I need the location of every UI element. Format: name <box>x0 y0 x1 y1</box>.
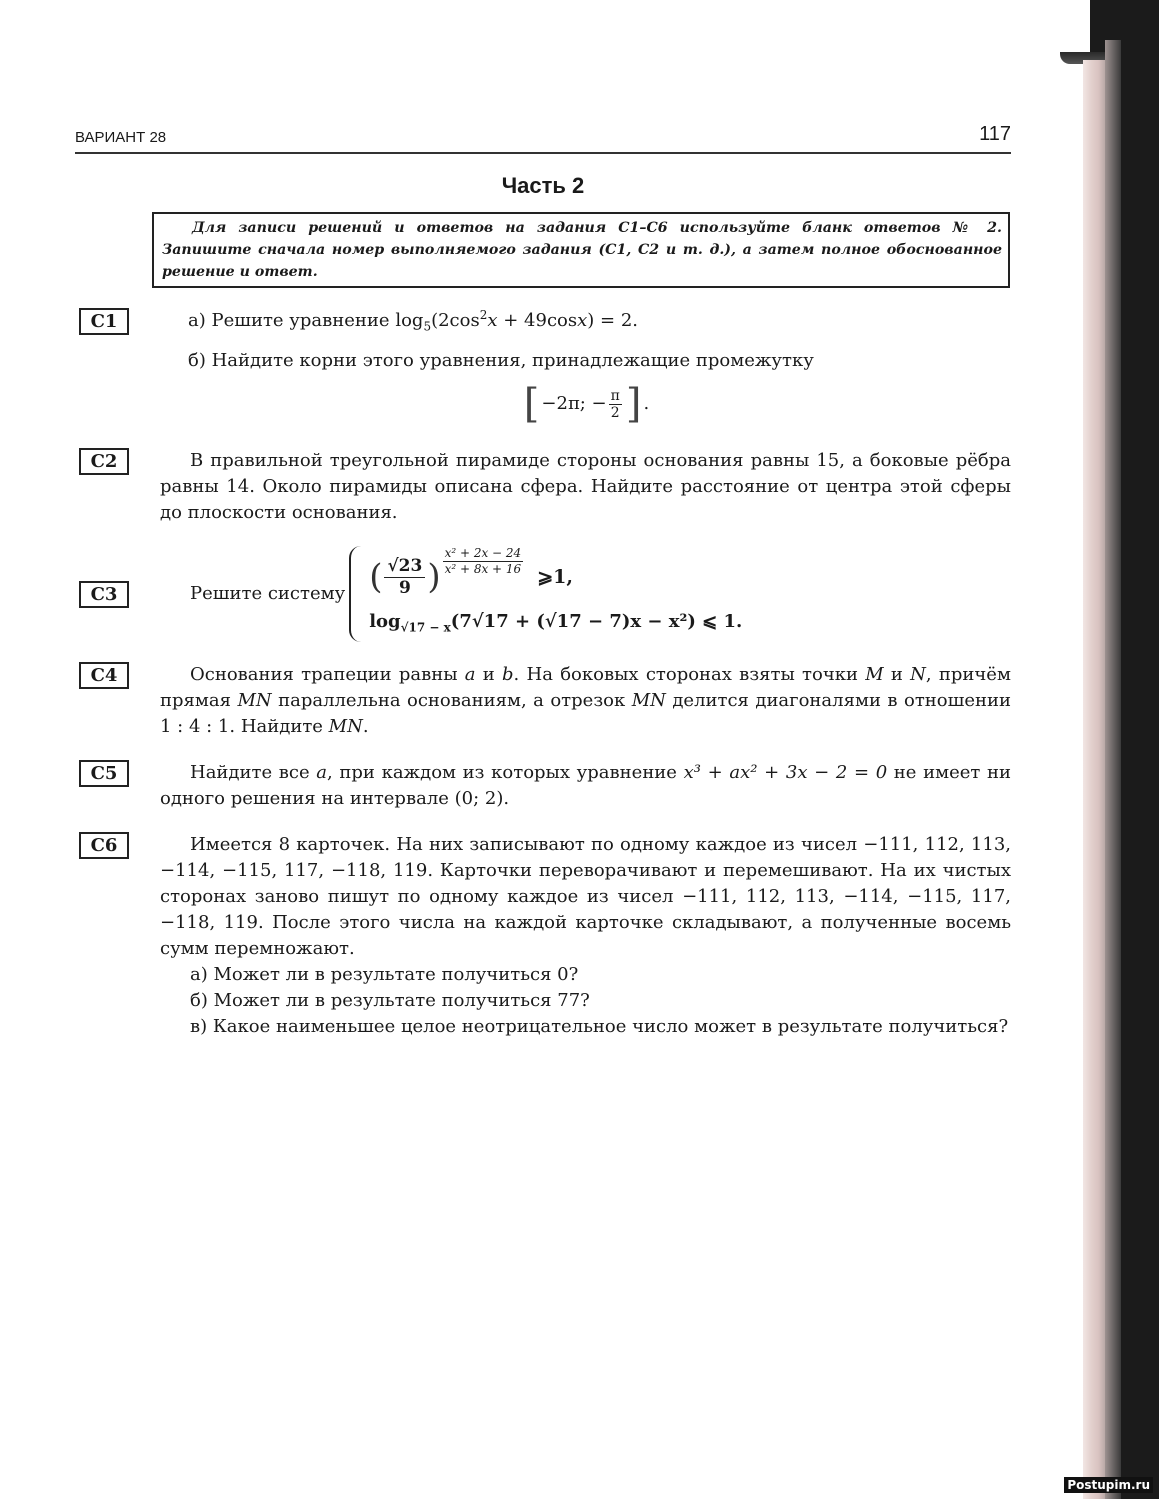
c4-a: a <box>464 664 476 685</box>
c4-and-2: и <box>883 664 911 685</box>
c4-N: N <box>910 664 926 685</box>
exp-num: x² + 2x − 24 <box>444 546 522 560</box>
c6-q-c <box>160 1014 1011 1040</box>
c6-question-a: а) Может ли в результате получиться 0? <box>190 964 579 985</box>
book-page-edge <box>1083 60 1105 1499</box>
page-header <box>75 122 1011 154</box>
c1-interval <box>160 380 1011 428</box>
c3-base-fraction <box>384 556 425 599</box>
c1-exp: 2 <box>479 308 488 322</box>
page-number: 117 <box>979 123 1011 145</box>
c1-var: x <box>487 310 498 331</box>
c3-log-arg: (7√17 + (√17 − 7)x − x²) ⩽ 1. <box>450 611 743 632</box>
c4-t2: . На боковых сторонах взяты точки <box>513 664 866 685</box>
task-c2 <box>75 448 1011 526</box>
task-c5 <box>75 760 1011 812</box>
pi-over-2 <box>609 388 622 421</box>
c3-system <box>349 546 742 642</box>
c3-exponent-fraction <box>443 546 524 577</box>
exp-den: x² + 8x + 16 <box>444 562 522 576</box>
task-label-c4: С4 <box>79 662 129 689</box>
c6-q-b <box>160 988 1011 1014</box>
task-label-c2: С2 <box>79 448 129 475</box>
system-brace <box>349 546 365 642</box>
c4-M: M <box>865 664 884 685</box>
task-label-c3: С3 <box>79 581 129 608</box>
c4-text <box>160 662 1011 740</box>
c4-MN: MN <box>237 690 272 711</box>
c4-t3: , причём прямая <box>160 664 1011 711</box>
c5-equation: x³ + ax² + 3x − 2 = 0 <box>683 762 888 783</box>
c2-text <box>160 448 1011 526</box>
c6-question-b: б) Может ли в результате получиться 77? <box>190 990 590 1011</box>
c3-text: Решите систему <box>190 583 346 604</box>
variant-header: ВАРИАНТ 28 <box>75 129 167 146</box>
c4-t1: Основания трапеции равны <box>190 664 465 685</box>
task-c1 <box>75 308 1011 428</box>
c2-body: В правильной треугольной пирамиде стороны основания равны 15, а боковые рёбра равны 14. Около пирамиды описана сфера. Найдите расстояние от центра этой сферы до плоскости основания. <box>160 450 1011 523</box>
c4-and: и <box>475 664 503 685</box>
page-content <box>75 122 1011 1040</box>
watermark: Postupim.ru <box>1064 1477 1153 1493</box>
task-label-c5: С5 <box>79 760 129 787</box>
c1-part-a <box>188 308 1011 334</box>
c3-body <box>160 546 1011 642</box>
c4-b: b <box>502 664 514 685</box>
c4-MN-3: MN <box>328 716 363 737</box>
part-title: Часть 2 <box>501 173 585 198</box>
c1-part-b: б) Найдите корни этого уравнения, принадлежащие промежутку <box>188 350 814 371</box>
c3-inequality-2 <box>369 608 742 642</box>
c4-MN-2: MN <box>631 690 666 711</box>
paren-right: ) <box>427 557 441 597</box>
c3-log: log <box>369 611 401 632</box>
interval-left: −2π; − <box>541 393 607 414</box>
book-spine-shadow <box>1105 40 1121 1499</box>
base-den: 9 <box>398 577 411 598</box>
c1-arg1: (2cos <box>431 310 480 331</box>
c5-text <box>160 760 1011 812</box>
c6-main <box>160 832 1011 962</box>
interval-end: . <box>643 393 650 414</box>
c6-body: Имеется 8 карточек. На них записывают по одному каждое из чисел −111, 112, 113, −114, −115, 117, −118, 119. Карточки переворачивают и перемешивают. На их чистых сторонах заново пишут по одному каждое из чисел −111, 112, 113, −114, −115, 117, −118, 119. После этого числа на каждой карточке складывают, а полученные восемь сумм перемножают. <box>160 834 1011 959</box>
task-c3 <box>75 546 1011 642</box>
c4-t4: параллельна основаниям, а отрезок <box>271 690 632 711</box>
frac-num: π <box>610 387 620 404</box>
task-c4 <box>75 662 1011 740</box>
c6-q-a <box>160 962 1011 988</box>
c4-t5: делится диагоналями в отношении 1 : 4 : 1. Найдите <box>160 690 1012 737</box>
scan-border-right <box>1121 0 1159 1499</box>
c3-log-base: √17 − x <box>400 620 451 635</box>
paren-left: ( <box>369 557 383 597</box>
c5-a: a <box>316 762 328 783</box>
c1-part-a-text: а) Решите уравнение <box>188 310 396 331</box>
c3-row <box>190 546 1011 642</box>
c3-inequality-1 <box>369 546 742 608</box>
task-label-c1: С1 <box>79 308 129 335</box>
c1-end: ) = 2. <box>587 310 638 331</box>
c3-rhs-1: ⩾1, <box>537 566 573 588</box>
task-c6 <box>75 832 1011 1040</box>
c1-var-2: x <box>577 310 588 331</box>
left-bracket: [ <box>523 381 540 427</box>
c5-t3: не имеет ни одного решения на интервале (0; 2). <box>160 762 1012 809</box>
c5-t1: Найдите все <box>190 762 317 783</box>
c4-end: . <box>362 716 369 737</box>
task-label-c6: С6 <box>79 832 129 859</box>
right-bracket: ] <box>625 381 642 427</box>
c1-arg2: + 49cos <box>497 310 578 331</box>
c1-log: log <box>395 310 424 331</box>
instructions-text: Для записи решений и ответов на задания С1–С6 используйте бланк ответов № 2. Запишите сначала номер выполняемого задания (С1, С2 и т. д.), а затем полное обоснованное решение и ответ. <box>162 220 1002 280</box>
base-num: √23 <box>384 556 425 578</box>
c5-t2: , при каждом из которых уравнение <box>327 762 684 783</box>
c1-log-base: 5 <box>423 319 432 334</box>
system-lines <box>369 546 742 642</box>
c1-body <box>160 308 1011 428</box>
c6-text <box>160 832 1011 1040</box>
c6-question-c: в) Какое наименьшее целое неотрицательное число может в результате получиться? <box>190 1016 1009 1037</box>
instructions-box <box>152 212 1010 288</box>
frac-den: 2 <box>610 404 620 421</box>
